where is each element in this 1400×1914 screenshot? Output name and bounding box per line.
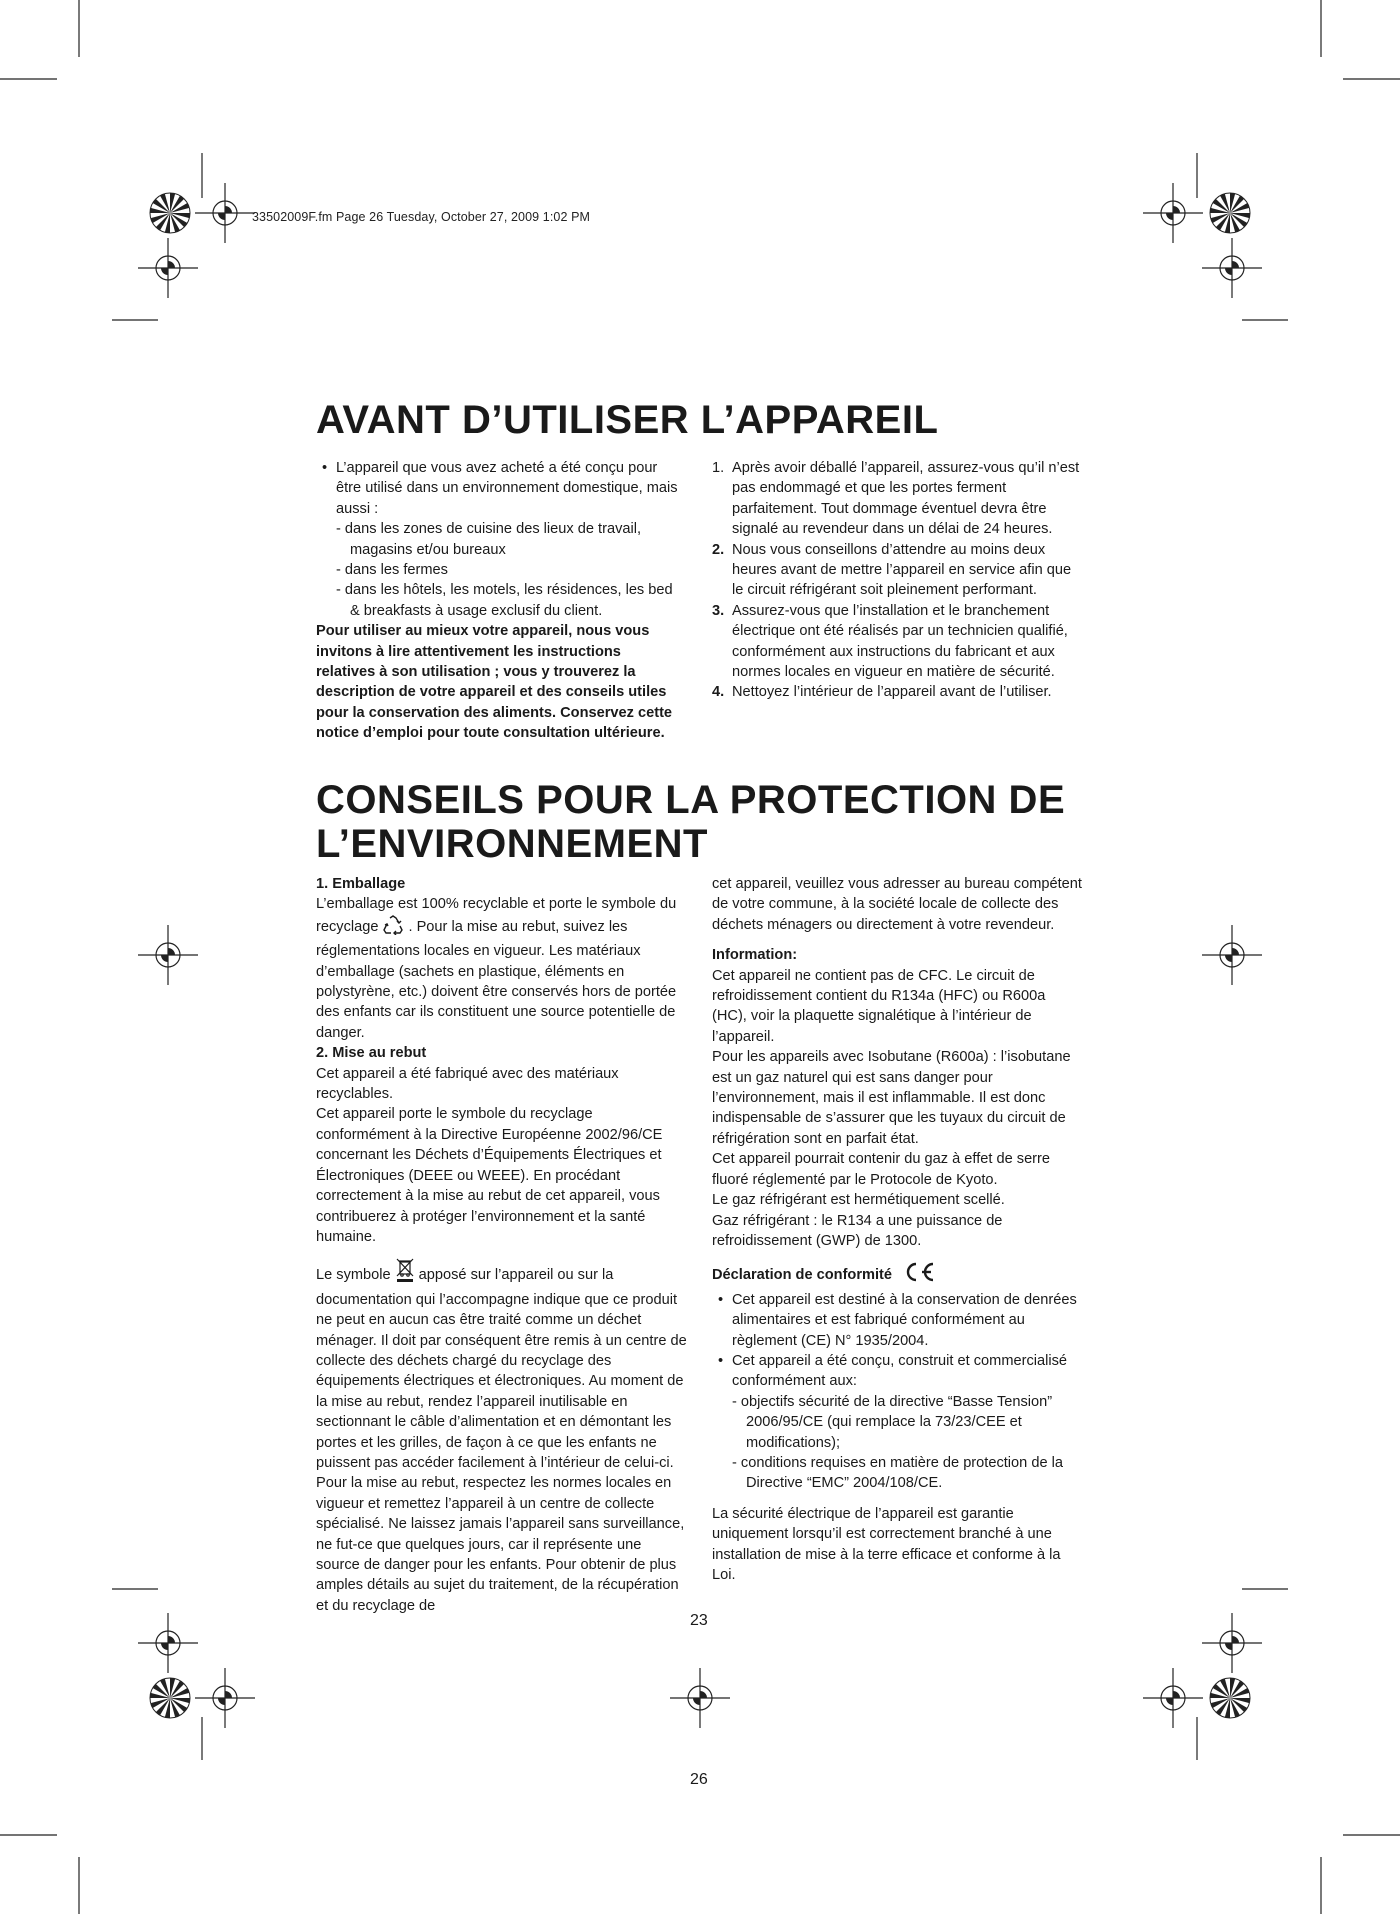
- registration-target: [195, 183, 255, 243]
- section2-left-column: [316, 874, 688, 1616]
- weee-paragraph: Le symbole apposé sur l’appareil ou sur la documentation qui l’accompagne indique que ce produit ne peut en aucun cas être traité comme un déchet ménager. Il doit par conséquent être remis à un centre de collecte des déchets chargé du recyclage des équipements électriques et électroniques. Au moment de la mise au rebut, rendez l’appareil inutilisable en sectionnant le câble d’alimentation et en démontant les portes et les grilles, de façon à ce que les enfants ne puissent pas accéder facilement à l’intérieur de celui-ci. Pour la mise au rebut, respectez les normes locales en vigueur et remettez l’appareil à un centre de collecte spécialisé. Ne laissez jamais l’appareil sans surveillance, ne fut-ce que quelques jours, car il représente une source de danger pour les enfants. Pour obtenir de plus amples détails au sujet du traitement, de la récupération et du recyclage de: [316, 1257, 688, 1616]
- conformity-bullet: • Cet appareil est destiné à la conservation de denrées alimentaires et est fabriqué conformément au règlement (CE) N° 1935/2004.: [718, 1291, 1077, 1349]
- crossed-bin-icon: [395, 1257, 415, 1289]
- info-line: Le gaz réfrigérant est hermétiquement scellé.: [712, 1192, 1005, 1209]
- sunburst-mark: [150, 1678, 190, 1718]
- section1-left-column: [316, 458, 684, 744]
- registration-target: [1202, 925, 1262, 985]
- ce-mark-icon: [902, 1261, 936, 1289]
- registration-target: [138, 1613, 198, 1673]
- file-info-header: 33502009F.fm Page 26 Tuesday, October 27, 2009 1:02 PM: [252, 210, 591, 224]
- directive-dash: - conditions requises en matière de protection de la Directive “EMC” 2004/108/CE.: [732, 1454, 1063, 1492]
- step-item: 1. Après avoir déballé l’appareil, assurez-vous qu’il n’est pas endommagé et que les portes ferment parfaitement. Tout dommage éventuel devra être signalé au revendeur dans un délai de 24 heures.: [712, 460, 1080, 538]
- section2-right-column: [712, 874, 1084, 1585]
- info-line: Pour les appareils avec Isobutane (R600a) : l’isobutane est un gaz naturel qui est sans danger pour l’environnement, mais il est inflammable. Il est donc indispensable de s’assurer que les tuyaux du circuit de réfrigération sont en parfait état.: [712, 1049, 1071, 1147]
- read-instructions-note: Pour utiliser au mieux votre appareil, nous vous invitons à lire attentivement les instructions relatives à son utilisation ; vous y trouverez la description de votre appareil et des conseils utiles pour la conservation des aliments. Conservez cette notice d’emploi pour toute consultation ultérieure.: [316, 623, 673, 742]
- emballage-paragraph: L’emballage est 100% recyclable et porte le symbole du recyclage . Pour la mise au rebut, suivez les réglementations locales en vigueur. Les matériaux d’emballage (sachets en plastique, éléments en polystyrène, etc.) doivent être conservés hors de portée des enfants car ils constituent une source potentielle de danger.: [316, 896, 677, 1041]
- section-title-avant: AVANT D’UTILISER L’APPAREIL: [316, 398, 939, 442]
- rebut-paragraph: Cet appareil a été fabriqué avec des matériaux recyclables.: [316, 1065, 619, 1103]
- step-item: 4. Nettoyez l’intérieur de l’appareil avant de l’utiliser.: [712, 684, 1052, 701]
- outer-page-number: 26: [690, 1771, 708, 1788]
- info-line: Gaz réfrigérant : le R134 a une puissance de refroidissement (GWP) de 1300.: [712, 1212, 1003, 1249]
- electrical-safety-paragraph: La sécurité électrique de l’appareil est garantie uniquement lorsqu’il est correctement branché à une installation de mise à la terre efficace et conforme à la Loi.: [712, 1505, 1061, 1583]
- section-title-line: CONSEILS POUR LA PROTECTION DE: [316, 778, 1066, 822]
- conformity-heading-row: Déclaration de conformité: [712, 1261, 1084, 1289]
- usage-dash: - dans les fermes: [336, 562, 448, 579]
- section-title-environment: [316, 778, 1065, 866]
- sunburst-mark: [1210, 1678, 1250, 1718]
- registration-target: [1202, 1613, 1262, 1673]
- inner-page-number: 23: [690, 1612, 708, 1629]
- usage-dash: - dans les hôtels, les motels, les résidences, les bed & breakfasts à usage exclusif du client.: [336, 582, 673, 619]
- registration-target: [1143, 1668, 1203, 1728]
- sunburst-mark: [150, 193, 190, 233]
- recycle-icon: [382, 915, 404, 941]
- usage-dash: - dans les zones de cuisine des lieux de travail, magasins et/ou bureaux: [336, 521, 642, 558]
- registration-target: [670, 1668, 730, 1728]
- section-title-line: L’ENVIRONNEMENT: [316, 822, 708, 866]
- registration-target: [195, 1668, 255, 1728]
- emballage-heading: 1. Emballage: [316, 876, 406, 892]
- section1-right-column: [712, 458, 1080, 703]
- rebut-paragraph: Cet appareil porte le symbole du recyclage conformément à la Directive Européenne 2002/96/CE concernant les Déchets d’Équipements Électriques et Électroniques (DEEE ou WEEE). En procédant correctement à la mise au rebut de cet appareil, vous contribuerez à protéger l’environnement et la santé humaine.: [316, 1106, 663, 1245]
- conformity-bullet: • Cet appareil a été conçu, construit et commercialisé conformément aux:: [718, 1352, 1068, 1390]
- step-item: 3. Assurez-vous que l’installation et le branchement électrique ont été réalisés par un technicien qualifié, conformément aux instructions du fabricant et aux normes locales en vigueur en matière de sécurité.: [712, 602, 1068, 681]
- registration-target: [138, 238, 198, 298]
- information-heading: Information:: [712, 947, 798, 964]
- directive-dash: - objectifs sécurité de la directive “Basse Tension” 2006/95/CE (qui remplace la 73/23/CEE et modifications);: [732, 1393, 1053, 1451]
- registration-target: [138, 925, 198, 985]
- info-line: Cet appareil pourrait contenir du gaz à effet de serre fluoré réglementé par le Protocole de Kyoto.: [712, 1151, 1051, 1188]
- rebut-heading: 2. Mise au rebut: [316, 1045, 427, 1062]
- collection-paragraph: cet appareil, veuillez vous adresser au bureau compétent de votre commune, à la société locale de collecte des déchets ménagers ou directement à votre revendeur.: [712, 876, 1082, 933]
- registration-target: [1143, 183, 1203, 243]
- info-line: Cet appareil ne contient pas de CFC. Le circuit de refroidissement contient du R134a (HFC) ou R600a (HC), voir la plaquette signalétique à l’intérieur de l’appareil.: [712, 967, 1046, 1045]
- registration-target: [1202, 238, 1262, 298]
- intro-bullet: • L’appareil que vous avez acheté a été conçu pour être utilisé dans un environnement domestique, mais aussi :: [322, 460, 678, 517]
- sunburst-mark: [1210, 193, 1250, 233]
- step-item: 2. Nous vous conseillons d’attendre au moins deux heures avant de mettre l’appareil en service afin que le circuit réfrigérant soit pleinement performant.: [712, 541, 1072, 599]
